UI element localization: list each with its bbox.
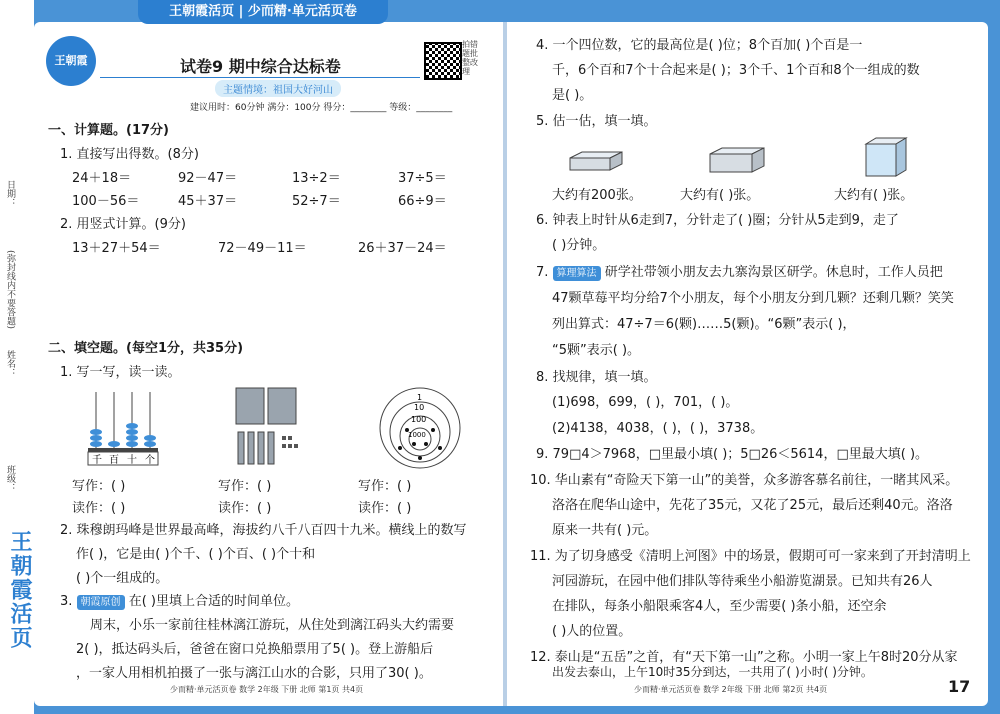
publisher-logo: 王朝霞 — [46, 36, 96, 86]
q5-estimate[interactable]: 大约有( )张。 — [680, 188, 760, 203]
write-blank[interactable]: 写作：( ) — [218, 479, 272, 494]
abacus-label: 十 — [127, 455, 137, 466]
class-label: 班级： — [5, 465, 15, 492]
q5-estimate: 大约有200张。 — [552, 188, 642, 203]
s2-q3: ，一家人用相机拍摄了一张与漓江山水的合影，只用了30( )。 — [76, 666, 432, 681]
abacus-label: 千 — [92, 455, 102, 466]
s2-q3-text: 在( )里填上合适的时间单位。 — [128, 594, 299, 609]
ring-label: 100 — [411, 415, 427, 424]
abacus-figure — [86, 386, 166, 466]
s2-q3: 2( )，抵达码头后，爸爸在窗口兑换船票用了5( )。登上游船后 — [76, 642, 434, 657]
read-blank[interactable]: 读作：( ) — [72, 501, 126, 516]
seal-note: (弥封线内不要答题) — [5, 250, 15, 330]
section-1-heading: 一、计算题。(17分) — [48, 123, 169, 138]
write-blank[interactable]: 写作：( ) — [72, 479, 126, 494]
calc: 92－47＝ — [178, 171, 238, 186]
q5: 5. 估一估，填一填。 — [536, 114, 657, 129]
q4: 是( )。 — [552, 88, 593, 103]
ring-label: 1 — [417, 393, 423, 402]
s2-q1: 1. 写一写，读一读。 — [60, 365, 181, 380]
brand-vertical: 王朝霞活页 — [7, 530, 33, 650]
q10: 10. 华山素有“奇险天下第一山”的美誉，众多游客慕名前往，一睹其风采。 — [530, 473, 959, 488]
s2-q3: 周末，小乐一家前往桂林漓江游玩，从住处到漓江码头大约需要 — [90, 618, 455, 633]
s2-q2: 作( )，它是由( )个千、( )个百、( )个十和 — [76, 547, 316, 562]
calc: 13÷2＝ — [292, 171, 341, 186]
series-banner: 王朝霞活页 | 少而精·单元活页卷 — [138, 0, 388, 24]
q12: 12. 泰山是“五岳”之首，有“天下第一山”之称。小明一家上午8时20分从家 — [530, 650, 958, 665]
calc: 24＋18＝ — [72, 171, 132, 186]
s2-q2: 2. 珠穆朗玛峰是世界最高峰，海拔约八千八百四十九米。横线上的数写 — [60, 523, 467, 538]
place-value-rings — [378, 386, 462, 470]
binding-strip — [0, 0, 34, 714]
ring-label: 10 — [414, 403, 425, 412]
calc: 45＋37＝ — [178, 194, 238, 209]
date-label: 日期： — [5, 180, 15, 207]
qr-code[interactable] — [424, 42, 462, 80]
section-2-heading: 二、填空题。(每空1分，共35分) — [48, 341, 244, 356]
s1-q1: 1. 直接写出得数。(8分) — [60, 147, 199, 162]
calc: 52÷7＝ — [292, 194, 341, 209]
q10: 原来一共有( )元。 — [552, 523, 658, 538]
q8-part: (1)698，699，( )，701，( )。 — [552, 395, 739, 410]
q11: ( )人的位置。 — [552, 624, 632, 639]
read-blank[interactable]: 读作：( ) — [358, 501, 412, 516]
q11: 在排队，每条小船限乘客4人，至少需要( )条小船，还空余 — [552, 599, 887, 614]
name-label: 姓名： — [5, 350, 15, 377]
theme-badge: 主题情境：祖国大好河山 — [215, 80, 341, 97]
read-blank[interactable]: 读作：( ) — [218, 501, 272, 516]
q10: 洛洛在爬华山途中，先花了35元，又花了25元，最后还剩40元。洛洛 — [552, 498, 953, 513]
q9: 9. 79□4＞7968，□里最小填( )；5□26＜5614，□里最大填( )。 — [536, 447, 929, 462]
ring-label: 1000 — [408, 431, 426, 439]
s2-q2: ( )个一组成的。 — [76, 571, 169, 586]
q8-part: (2)4138，4038，( )，( )，3738。 — [552, 421, 764, 436]
cubes-figure — [232, 384, 312, 470]
q6: ( )分钟。 — [552, 238, 606, 253]
paper-stack-small — [566, 150, 626, 174]
paper-meta: 建议用时：60分钟 满分：100分 得分：________ 等级：________ — [190, 103, 453, 113]
q8: 8. 找规律，填一填。 — [536, 370, 657, 385]
title-rule — [100, 77, 420, 78]
footer-right: 少而精·单元活页卷 数学 2年级 下册 北师 第2页 共4页 — [634, 685, 828, 694]
q11: 河园游玩，在园中他们排队等待乘坐小船游览湖景。已知共有26人 — [552, 574, 933, 589]
vertical-calc: 26＋37－24＝ — [358, 241, 447, 256]
q7: 列出算式：47÷7＝6(颗)……5(颗)。“6颗”表示( )， — [552, 317, 856, 332]
paper-title: 试卷9 期中综合达标卷 — [180, 57, 341, 76]
paper-stack-medium — [706, 146, 770, 176]
q4: 千，6个百和7个十合起来是( )；3个千、1个百和8个一组成的数 — [552, 63, 920, 78]
q7: “5颗”表示( )。 — [552, 343, 641, 358]
original-tag: 朝霞原创 — [77, 595, 125, 610]
calc: 100－56＝ — [72, 194, 140, 209]
q7: 47颗草莓平均分给7个小朋友，每个小朋友分到几颗？还剩几颗？笑笑 — [552, 291, 954, 306]
s1-q2: 2. 用竖式计算。(9分) — [60, 217, 186, 232]
calc: 37÷5＝ — [398, 171, 447, 186]
q11: 11. 为了切身感受《清明上河图》中的场景，假期可可一家来到了开封清明上 — [530, 549, 971, 564]
method-tag: 算理算法 — [553, 266, 601, 281]
abacus-label: 个 — [145, 455, 155, 466]
write-blank[interactable]: 写作：( ) — [358, 479, 412, 494]
qr-label: 拍错题批整改理 — [462, 40, 478, 76]
q4: 4. 一个四位数，它的最高位是( )位；8个百加( )个百是一 — [536, 38, 863, 53]
abacus-label: 百 — [109, 455, 119, 466]
vertical-calc: 72－49－11＝ — [218, 241, 307, 256]
paper-stack-large — [862, 136, 910, 180]
q12: 出发去泰山，上午10时35分到达，一共用了( )小时( )分钟。 — [552, 665, 873, 679]
q7: 7. 算理算法 研学社带领小朋友去九寨沟景区研学。休息时，工作人员把 — [536, 265, 943, 280]
page-fold — [503, 22, 507, 706]
q6: 6. 钟表上时针从6走到7，分针走了( )圈；分针从5走到9，走了 — [536, 213, 899, 228]
calc: 66÷9＝ — [398, 194, 447, 209]
q5-estimate[interactable]: 大约有( )张。 — [834, 188, 914, 203]
q7-text: 研学社带领小朋友去九寨沟景区研学。休息时，工作人员把 — [604, 265, 943, 280]
page-number: 17 — [948, 677, 971, 696]
s2-q3: 3. 朝霞原创 在( )里填上合适的时间单位。 — [60, 594, 299, 609]
vertical-calc: 13＋27＋54＝ — [72, 241, 161, 256]
footer-left: 少而精·单元活页卷 数学 2年级 下册 北师 第1页 共4页 — [170, 685, 364, 694]
